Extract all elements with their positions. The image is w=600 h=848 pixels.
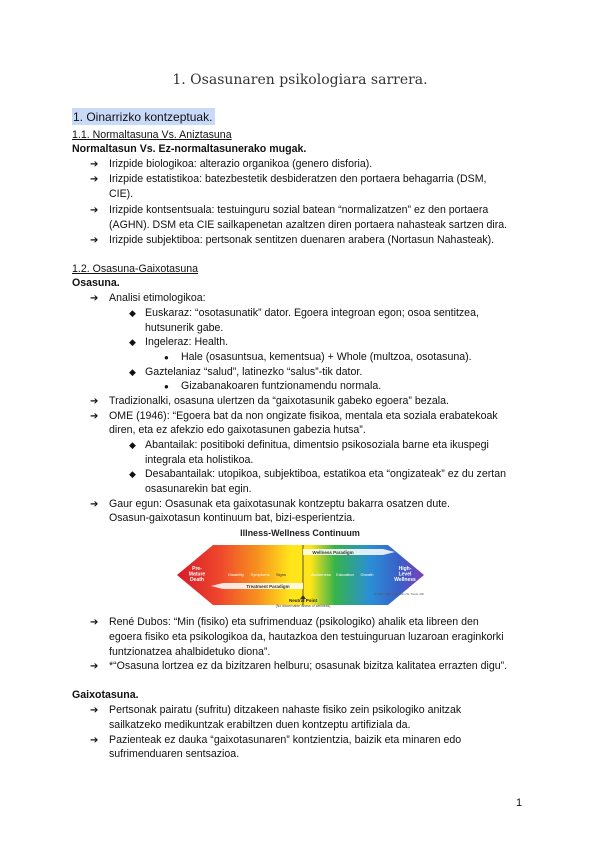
bold-heading-gaixotasuna: Gaixotasuna.	[72, 689, 139, 701]
arrow-bullet: ➔	[90, 159, 99, 170]
list-item: Analisi etimologikoa:	[109, 292, 206, 304]
symptoms-label: Symptoms	[250, 572, 270, 577]
arrow-bullet: ➔	[90, 705, 99, 716]
list-item-cont: diren, eta ez afekzio edo gaixotasunen gabezia hutsa”.	[109, 424, 366, 436]
list-item: Hale (osasuntsua, kementsua) + Whole (multzoa, osotasuna).	[181, 351, 472, 363]
diamond-bullet: ◆	[129, 308, 136, 318]
treatment-paradigm-label: Treatment Paradigm	[246, 584, 290, 589]
dot-bullet: ●	[164, 353, 169, 362]
illness-wellness-continuum-figure	[173, 527, 428, 612]
growth-label: Growth	[360, 572, 374, 577]
figure-copyright: © 1972, 1988, 2004 John W. Travis, MD	[374, 592, 424, 596]
list-item-cont: egoera fisiko eta psikologikoa da, hautazkoa den testuinguruan luzaroan eraginkorki	[109, 631, 504, 643]
list-item: *“Osasuna lortzea ez da bizitzaren helburu; osasunak bizitza kalitatea errazten digu”.	[109, 660, 508, 672]
bold-heading-osasuna: Osasuna.	[72, 277, 120, 289]
list-item-cont: Osasun-gaixotasun kontinuum bat, bizi-esperientzia.	[109, 512, 356, 524]
list-item-cont: funtzionatzea ahalbidetuko diona”.	[109, 646, 271, 658]
list-item-cont: sailkatzeko medikuntzak erabiltzen duen kontzeptu artifiziala da.	[109, 719, 411, 731]
neutral-point-sub: (No discernable illness or wellness)	[275, 604, 331, 608]
arrow-bullet: ➔	[90, 396, 99, 407]
disability-label: Disability	[227, 572, 245, 577]
list-item-cont: integrala eta holistikoa.	[145, 454, 254, 466]
list-item: Gaur egun: Osasunak eta gaixotasunak kontzeptu bakarra osatzen dute.	[109, 498, 450, 510]
subheading-normaltasuna: 1.1. Normaltasuna Vs. Aniztasuna	[72, 129, 232, 141]
section-heading: 1. Oinarrizko kontzeptuak.	[72, 108, 215, 125]
education-label: Education	[336, 572, 354, 577]
diamond-bullet: ◆	[129, 367, 136, 377]
figure-title: Illness-Wellness Continuum	[240, 528, 360, 538]
wellness-paradigm-label: Wellness Paradigm	[312, 550, 354, 555]
awareness-label: Awareness	[311, 572, 331, 577]
arrow-bullet: ➔	[90, 661, 99, 672]
high-level-wellness-label: High-Level Wellness	[394, 566, 416, 583]
list-item: Gizabanakoaren funtzionamendu normala.	[181, 380, 382, 392]
neutral-point-label: Neutral Point	[288, 598, 318, 603]
list-item-cont: osasunarekin bat egin.	[145, 483, 252, 495]
list-item: OME (1946): “Egoera bat da non ongizate fisikoa, mentala eta soziala erabatekoak	[109, 410, 498, 422]
arrow-bullet: ➔	[90, 411, 99, 422]
bold-heading-mugak: Normaltasun Vs. Ez-normaltasunerako mugak.	[72, 143, 307, 155]
subheading-osasuna-gaixotasuna: 1.2. Osasuna-Gaixotasuna	[72, 263, 199, 275]
arrow-bullet: ➔	[90, 235, 99, 246]
list-item: Pertsonak pairatu (sufritu) ditzakeen nahaste fisiko zein psikologiko anitzak	[109, 704, 462, 716]
arrow-bullet: ➔	[90, 174, 99, 185]
list-item: Pazienteak ez dauka “gaixotasunaren” kontzientzia, baizik eta minaren edo	[109, 734, 462, 746]
arrow-bullet: ➔	[90, 499, 99, 510]
page-title: 1. Osasunaren psikologiara sarrera.	[172, 72, 428, 88]
signs-label: Signs	[275, 572, 287, 577]
list-item: Gaztelaniaz “salud”, latinezko “salus”-tik dator.	[145, 366, 363, 378]
arrow-bullet: ➔	[90, 617, 99, 628]
list-item: Euskaraz: “osotasunatik” dator. Egoera integroan egon; osoa sentitzea,	[145, 307, 479, 319]
premature-death-label: Pre-Mature Death	[188, 566, 206, 583]
list-item-cont: (AGHN). DSM eta CIE sailkapenetan azaltzen diren portaera nahasteak sartzen dira.	[109, 219, 508, 231]
arrow-bullet: ➔	[90, 735, 99, 746]
list-item: Irizpide kontsentsuala: testuinguru sozial batean “normalizatzen” ez den portaera	[109, 204, 489, 216]
dot-bullet: ●	[164, 382, 169, 391]
list-item-cont: CIE).	[109, 188, 134, 200]
diamond-bullet: ◆	[129, 469, 136, 479]
list-item: Ingeleraz: Health.	[145, 336, 229, 348]
list-item: Irizpide subjektiboa: pertsonak sentitzen duenaren arabera (Nortasun Nahasteak).	[109, 234, 495, 246]
arrow-bullet: ➔	[90, 205, 99, 216]
list-item: Irizpide biologikoa: alterazio organikoa (genero disforia).	[109, 158, 373, 170]
list-item-cont: hutsunerik gabe.	[145, 322, 224, 334]
page-number: 1	[516, 797, 523, 809]
list-item: Desabantailak: utopikoa, subjektiboa, estatikoa eta “ongizateak” ez du zertan	[145, 468, 506, 480]
list-item-cont: sufrimenduaren sentsazioa.	[109, 748, 240, 760]
list-item: Tradizionalki, osasuna ulertzen da “gaixotasunik gabeko egoera” bezala.	[109, 395, 449, 407]
diamond-bullet: ◆	[129, 337, 136, 347]
arrow-bullet: ➔	[90, 293, 99, 304]
list-item: René Dubos: “Min (fisiko) eta sufrimenduaz (psikologiko) ahalik eta libreen den	[109, 616, 479, 628]
list-item: Irizpide estatistikoa: batezbestetik desbideratzen den portaera behagarria (DSM,	[109, 173, 487, 185]
list-item: Abantailak: positiboki definitua, dimentsio psikosoziala barne eta ikuspegi	[145, 439, 489, 451]
diamond-bullet: ◆	[129, 440, 136, 450]
